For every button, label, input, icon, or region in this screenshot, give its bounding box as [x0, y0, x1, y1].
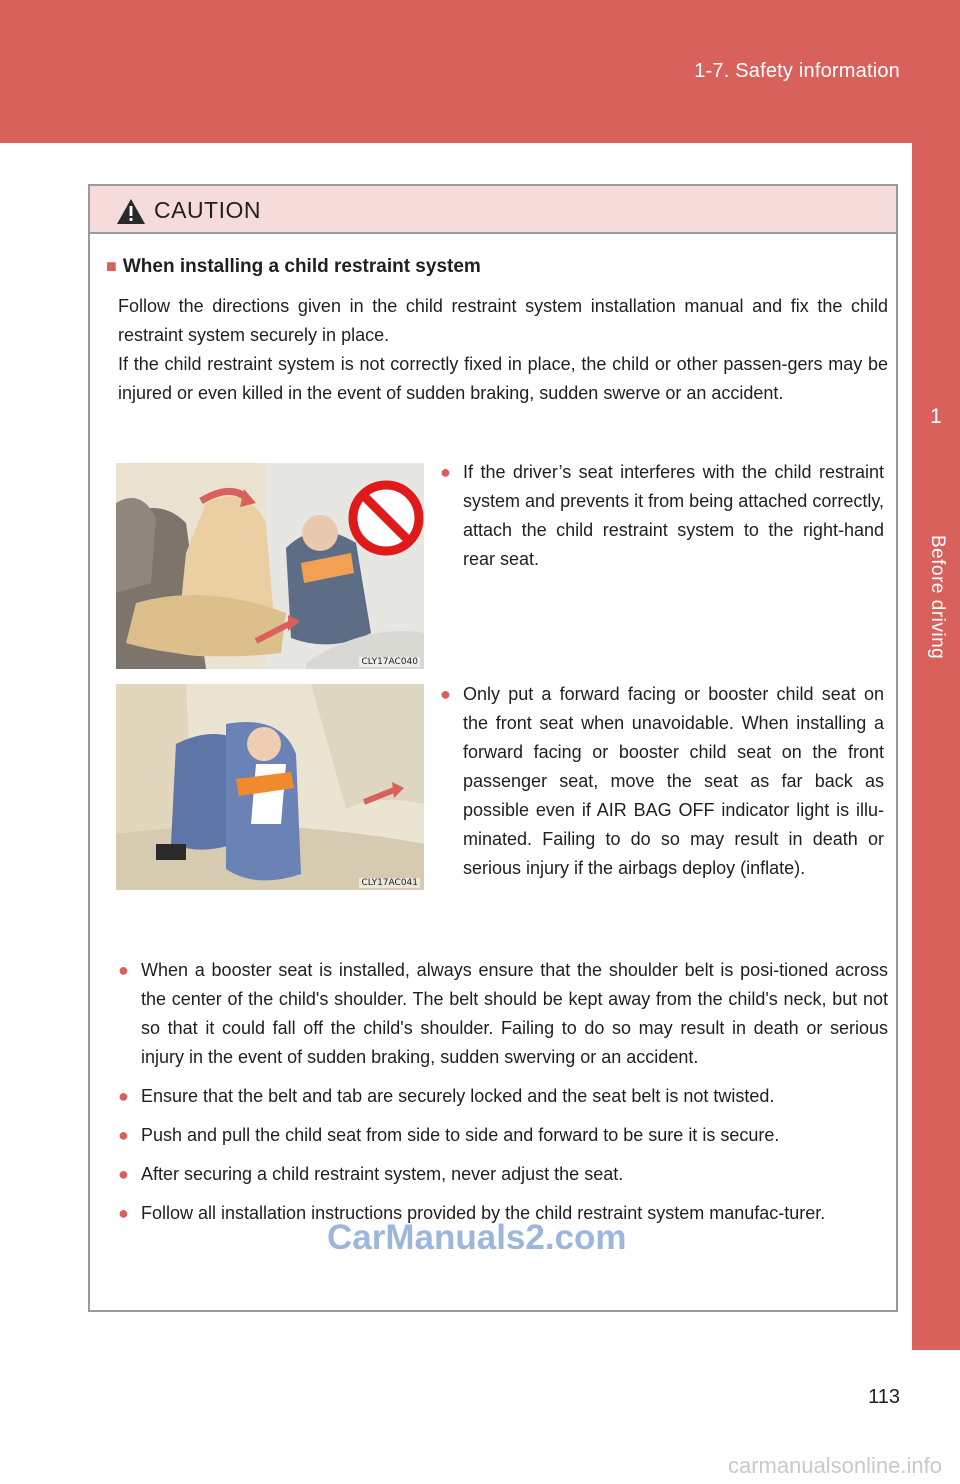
- forward-facing-seat-illustration: [116, 684, 424, 890]
- warning-triangle-icon: [116, 198, 146, 225]
- header-band: [0, 0, 960, 143]
- figure-bullet: [440, 680, 884, 883]
- bullet-list: [118, 956, 888, 1238]
- circle-bullet-icon: ●: [440, 462, 451, 482]
- figure-code: CLY17AC040: [361, 657, 418, 667]
- watermark-link[interactable]: CarManuals2.com: [327, 1218, 627, 1257]
- figure-bullet-text: If the driver’s seat interferes with the child restraint system and prevents it from being attached correctly, attach the child restraint system to the right-hand rear seat.: [463, 462, 884, 569]
- list-item-text: Ensure that the belt and tab are securely locked and the seat belt is not twisted.: [141, 1086, 775, 1106]
- chapter-label-wrap: [912, 143, 960, 1350]
- list-item-text: When a booster seat is installed, always ensure that the shoulder belt is posi-tioned across the center of the child's shoulder. The belt should be kept away from the child's neck, but not so that it could fall off the child's shoulder. Failing to do so may result in death or serious injury in the event of sudden braking, sudden swerving or an accident.: [141, 960, 888, 1067]
- intro-text: [118, 292, 888, 408]
- illustration-svg: [116, 684, 424, 890]
- circle-bullet-icon: ●: [118, 1086, 129, 1106]
- circle-bullet-icon: ●: [440, 684, 451, 704]
- illustration-svg: [116, 463, 424, 669]
- driver-seat-interference-illustration: [116, 463, 424, 669]
- chapter-label: Before driving: [927, 535, 948, 660]
- section-heading-text: When installing a child restraint system: [122, 256, 481, 277]
- circle-bullet-icon: ●: [118, 1203, 129, 1223]
- caution-header: [90, 186, 896, 234]
- figure-bullet: [440, 458, 884, 574]
- list-item: [118, 1121, 888, 1150]
- footer-watermark-link[interactable]: carmanualsonline.info: [727, 1453, 942, 1478]
- figure-code: CLY17AC041: [361, 878, 418, 888]
- circle-bullet-icon: ●: [118, 960, 129, 980]
- figure-bullet-text: Only put a forward facing or booster child seat on the front seat when unavoidable. When installing a forward facing or booster child seat on the front passenger seat, move the seat as far back as possible even if AIR BAG OFF indicator light is illu-minated. Failing to do so may result in death or serious injury if the airbags deploy (inflate).: [463, 684, 884, 878]
- list-item: [118, 1082, 888, 1111]
- caution-box: [88, 184, 898, 1312]
- section-heading: [106, 256, 481, 278]
- square-bullet-icon: ■: [106, 256, 117, 276]
- list-item-text: Push and pull the child seat from side to side and forward to be sure it is secure.: [141, 1125, 780, 1145]
- chapter-number: 1: [930, 405, 942, 428]
- section-title: 1-7. Safety information: [694, 60, 900, 82]
- chapter-side-tab[interactable]: [912, 143, 960, 1350]
- no-entry-icon: [353, 485, 419, 551]
- list-item: [118, 1160, 888, 1189]
- intro-paragraph: Follow the directions given in the child restraint system installation manual and fix the child restraint system securely in place.: [118, 296, 888, 345]
- list-item: [118, 956, 888, 1072]
- caution-label: CAUTION: [154, 197, 261, 223]
- list-item-text: After securing a child restraint system, never adjust the seat.: [141, 1164, 624, 1184]
- list-item-text: Follow all installation instructions provided by the child restraint system manufac-turer.: [141, 1203, 826, 1223]
- circle-bullet-icon: ●: [118, 1125, 129, 1145]
- intro-paragraph: If the child restraint system is not correctly fixed in place, the child or other passen-gers may be injured or even killed in the event of sudden braking, sudden swerve or an accident.: [118, 354, 888, 403]
- circle-bullet-icon: ●: [118, 1164, 129, 1184]
- page-number: 113: [868, 1386, 900, 1408]
